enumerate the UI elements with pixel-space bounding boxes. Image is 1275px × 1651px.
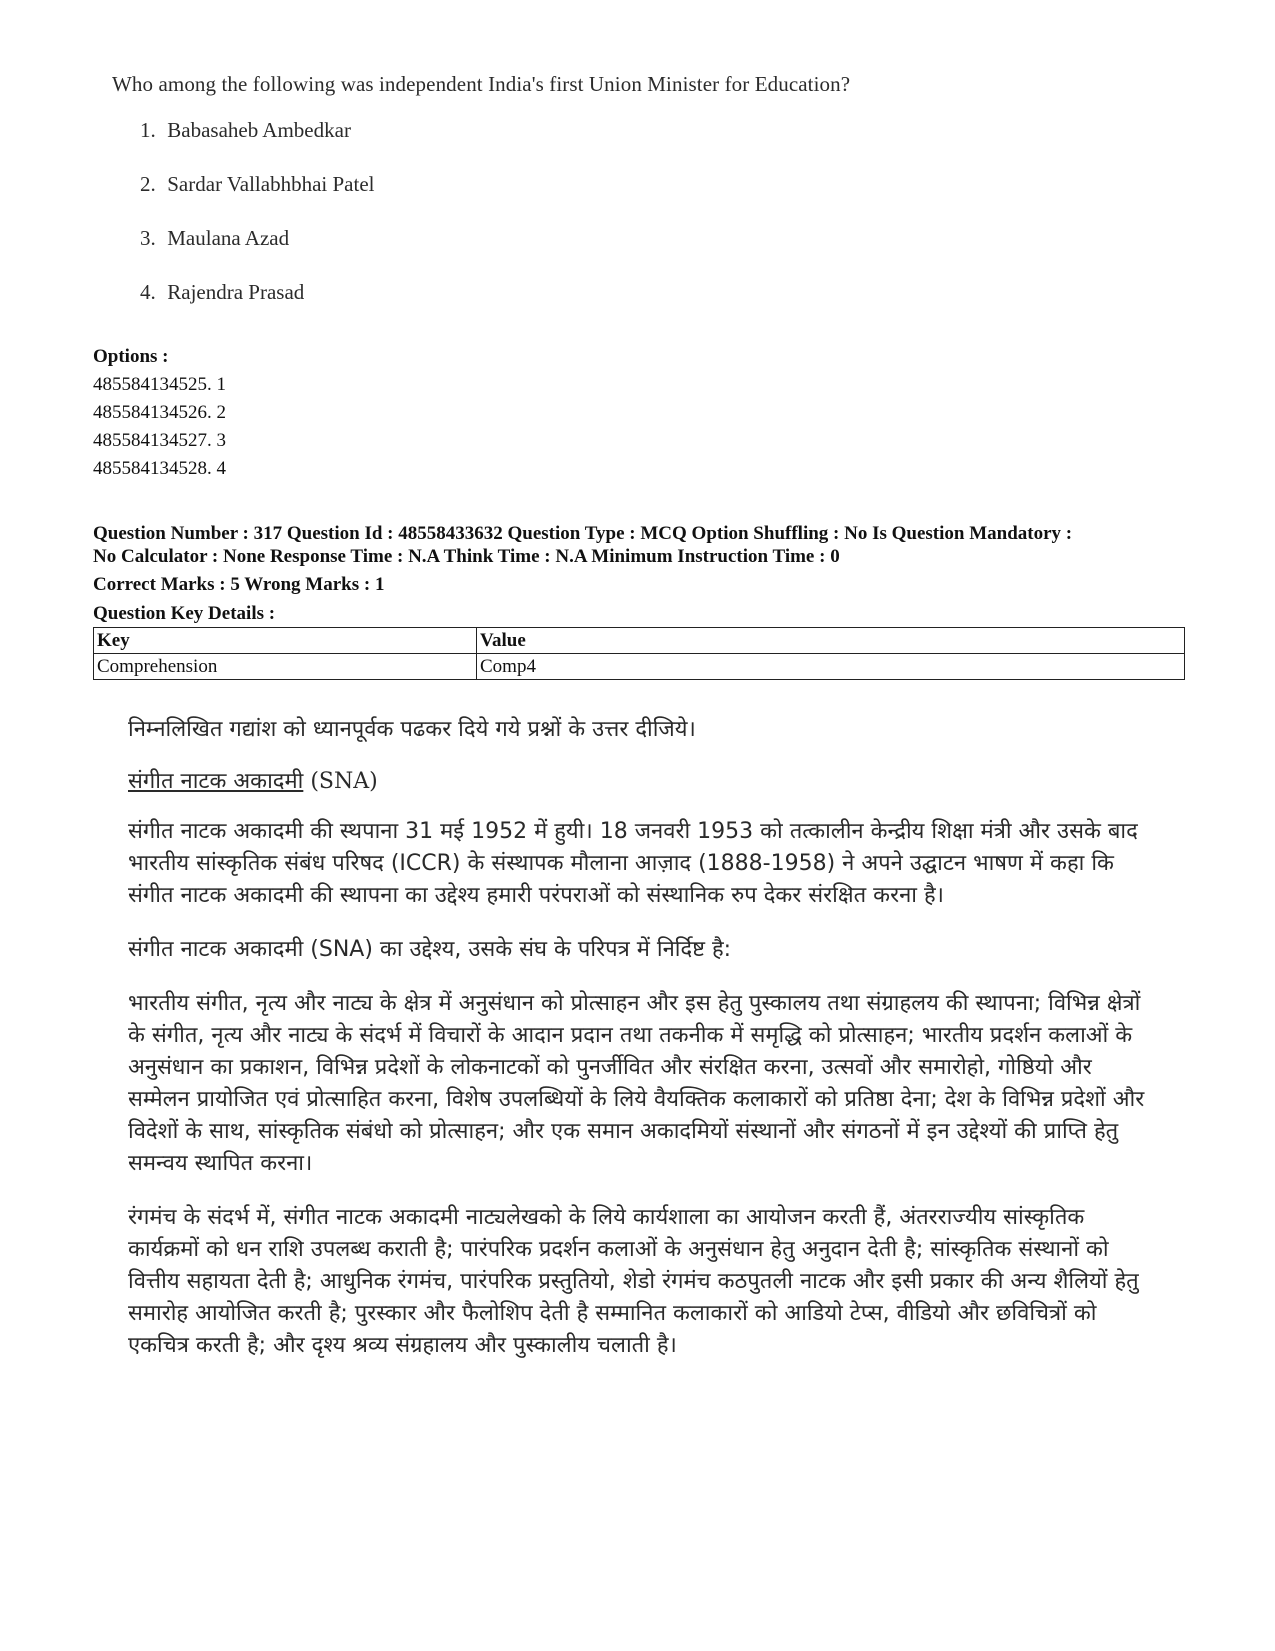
passage-paragraph: रंगमंच के संदर्भ में, संगीत नाटक अकादमी नाट्यलेखको के लिये कार्यशाला का आयोजन करती हैं, अंतरराज्यीय सांस्कृतिक कार्यक्रमों को धन राशि उपलब्ध कराती है; पारंपरिक प्रदर्शन कलाओं के अनुसंधान हेतु अनुदान देती है; सांस्कृतिक संस्थानों को वित्तीय सहायता देती है; आधुनिक रंगमंच, पारंपरिक प्रस्तुतियो, शेडो रंगमंच कठपुतली नाटक और इसी प्रकार की अन्य शैलियों हेतु समारोह आयोजित करती है; पुरस्कार और फैलोशिप देती है सम्मानित कलाकारों को आडियो टेप्स, वीडियो और छविचित्रों को एकचित्र करती है; और दृश्य श्रव्य संग्रहालय और पुस्कालीय चलाती है।	[128, 1205, 1139, 1358]
choice-item: 2. Sardar Vallabhbhai Patel	[140, 172, 375, 196]
passage-paragraph: भारतीय संगीत, नृत्य और नाट्य के क्षेत्र में अनुसंधान को प्रोत्साहन और इस हेतु पुस्कालय तथा संग्राहलय की स्थापना; विभिन्न क्षेत्रों के संगीत, नृत्य और नाट्य के संदर्भ में विचारों के आदान प्रदान तथा तकनीक में समृद्धि को प्रोत्साहन; भारतीय प्रदर्शन कलाओं के अनुसंधान का प्रकाशन, विभिन्न प्रदेशों के लोकनाटकों को पुनर्जीवित और संरक्षित करना, उत्सवों और समारोहो, गोष्ठियो और सम्मेलन प्रायोजित एवं प्रोत्साहित करना, विशेष उपलब्धियों के लिये वैयक्तिक कलाकारों को प्रतिष्ठा देना; देश के विभिन्न प्रदेशों और विदेशों के साथ, सांस्कृतिक संबंधो को प्रोत्साहन; और एक समान अकादमियों संस्थानों और संगठनों में इन उद्देश्यों की प्राप्ति हेतु समन्वय स्थापित करना।	[128, 991, 1145, 1176]
marks-line: Correct Marks : 5 Wrong Marks : 1	[93, 574, 385, 595]
question-choices	[140, 116, 1012, 332]
choice-item: 4. Rajendra Prasad	[140, 280, 305, 304]
passage-paragraph: संगीत नाटक अकादमी (SNA) का उद्देश्य, उसके संघ के परिपत्र में निर्दिष्ट है:	[128, 937, 732, 962]
question-text: Who among the following was independent India's first Union Minister for Education?	[112, 72, 851, 96]
key-details-table	[93, 627, 1185, 680]
options-header: Options :	[93, 346, 169, 367]
table-header-cell: Value	[477, 628, 1185, 654]
option-id: 485584134525. 1	[93, 374, 226, 395]
meta-line-1: Question Number : 317 Question Id : 48558433632 Question Type : MCQ Option Shuffling : No Is Question Mandatory :	[93, 523, 1073, 544]
meta-line-2: No Calculator : None Response Time : N.A Think Time : N.A Minimum Instruction Time : 0	[93, 545, 840, 567]
table-cell: Comprehension	[94, 654, 477, 680]
question-image	[112, 70, 1012, 332]
option-id: 485584134528. 4	[93, 458, 226, 479]
question-metadata	[93, 523, 1193, 625]
comprehension-passage	[128, 714, 1158, 1384]
table-cell: Comp4	[477, 654, 1185, 680]
choice-item: 3. Maulana Azad	[140, 226, 290, 250]
table-header-row	[94, 628, 1185, 654]
choice-item: 1. Babasaheb Ambedkar	[140, 118, 351, 142]
option-id: 485584134526. 2	[93, 402, 226, 423]
passage-paragraph: संगीत नाटक अकादमी की स्थपाना 31 मई 1952 में हुयी। 18 जनवरी 1953 को तत्कालीन केन्द्रीय शिक्षा मंत्री और उसके बाद भारतीय सांस्कृतिक संबंध परिषद (ICCR) के संस्थापक मौलाना आज़ाद (1888-1958) ने अपने उद्घाटन भाषण में कहा कि संगीत नाटक अकादमी की स्थापना का उद्देश्य हमारी परंपराओं को संस्थानिक रुप देकर संरक्षित करना है।	[128, 819, 1138, 908]
key-details-heading: Question Key Details :	[93, 602, 276, 624]
table-header-cell: Key	[94, 628, 477, 654]
passage-title: संगीत नाटक अकादमी (SNA)	[128, 769, 378, 794]
options-list	[93, 343, 226, 483]
passage-instruction: निम्नलिखित गद्यांश को ध्यानपूर्वक पढकर दिये गये प्रश्नों के उत्तर दीजिये।	[128, 717, 696, 742]
table-row	[94, 654, 1185, 680]
option-id: 485584134527. 3	[93, 430, 226, 451]
